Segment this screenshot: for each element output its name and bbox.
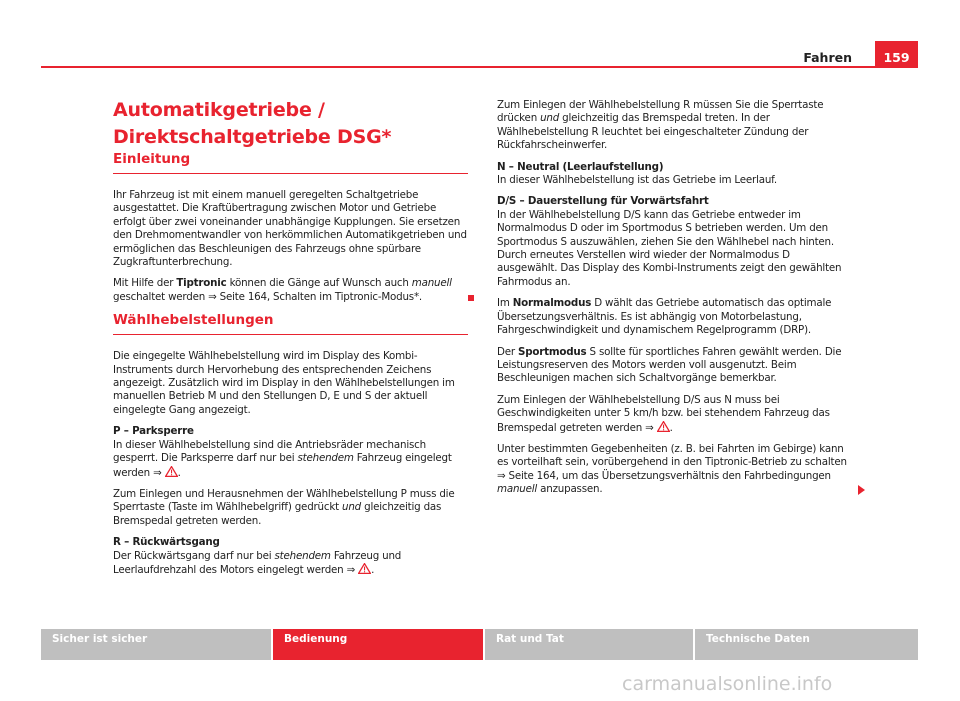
- header-rule: [41, 66, 918, 68]
- paragraph: Ihr Fahrzeug ist mit einem manuell geregelten Schaltgetriebe ausgestattet. Die Kraftübertragung zwischen Motor und Getriebe erfolgt über zwei voneinander unabhängige Kupplungen. Sie ersetzen den Drehmomentwandler von herkömmlichen Automatikgetrieben und ermöglichen das Beschleunigen des Fahrzeugs ohne spürbare Zugkraftunterbrechung.: [113, 189, 467, 269]
- paragraph: Zum Einlegen und Herausnehmen der Wählhebelstellung P muss die Sperrtaste (Taste im Wählhebelgriff) gedrückt und gleichzeitig das Bremspedal getreten werden.: [113, 487, 455, 527]
- paragraph: D/S – Dauerstellung für Vorwärtsfahrt In der Wählhebelstellung D/S kann das Getriebe entweder im Normalmodus D oder im Sportmodus S betrieben werden. Um den Sportmodus S auszuwählen, ziehen Sie den Wählhebel nach hinten. Durch erneutes Verstellen wird wieder der Normalmodus D ausgewählt. Das Display des Kombi-Instruments zeigt den gewählten Fahrmodus an.: [497, 195, 842, 288]
- continue-arrow-icon: [858, 485, 865, 495]
- link-tiptronic[interactable]: geschaltet werden ⇒ Seite 164, Schalten im Tiptronic-Modus*.: [113, 290, 422, 303]
- footer-tab-sicher[interactable]: Sicher ist sicher: [41, 629, 271, 660]
- paragraph: Im Normalmodus D wählt das Getriebe automatisch das optimale Übersetzungsverhältnis. Es ist abhängig von Motorbelastung, Fahrgeschwindigkeit und dynamischem Regelprogramm (DRP).: [497, 297, 832, 337]
- chapter-title: Fahren: [803, 50, 852, 65]
- page-title: Automatikgetriebe / Direktschaltgetriebe DSG*: [113, 99, 392, 148]
- footer-tab-bedienung[interactable]: Bedienung: [273, 629, 483, 660]
- watermark: carmanualsonline.info: [622, 673, 833, 695]
- warning-triangle-icon[interactable]: [165, 466, 178, 477]
- paragraph: R – Rückwärtsgang Der Rückwärtsgang darf nur bei stehendem Fahrzeug und Leerlaufdrehzahl des Motors eingelegt werden ⇒ .: [113, 536, 402, 576]
- footer-tab-technische-daten[interactable]: Technische Daten: [695, 629, 918, 660]
- section-heading-einleitung: Einleitung: [113, 151, 468, 174]
- section-body-waehlhebel: [113, 350, 468, 577]
- page-number: 159: [875, 41, 918, 68]
- section-body-einleitung: [113, 189, 468, 304]
- warning-triangle-icon[interactable]: [358, 563, 371, 574]
- paragraph: Unter bestimmten Gegebenheiten (z. B. bei Fahrten im Gebirge) kann es vorteilhaft sein, vorübergehend in den Tiptronic-Betrieb zu schalten ⇒ Seite 164, um das Übersetzungsverhältnis den Fahrbedingungen manuell anzupassen.: [497, 443, 853, 497]
- left-column: [113, 97, 468, 585]
- end-square-icon: [468, 295, 474, 301]
- paragraph: Mit Hilfe der Tiptronic können die Gänge auf Wunsch auch manuell geschaltet werden ⇒ Seite 164, Schalten im Tiptronic-Modus*.: [113, 277, 468, 304]
- right-column: [497, 99, 853, 505]
- paragraph: Zum Einlegen der Wählhebelstellung D/S aus N muss bei Geschwindigkeiten unter 5 km/h bzw. bei stehendem Fahrzeug das Bremspedal getreten werden ⇒ .: [497, 393, 830, 434]
- paragraph: P – Parksperre In dieser Wählhebelstellung sind die Antriebsräder mechanisch gesperrt. Die Parksperre darf nur bei stehendem Fahrzeug eingelegt werden ⇒ .: [113, 425, 452, 479]
- paragraph: N – Neutral (Leerlaufstellung) In dieser Wählhebelstellung ist das Getriebe im Leerlauf.: [497, 160, 777, 187]
- warning-triangle-icon[interactable]: [657, 421, 670, 432]
- footer-tab-rat-und-tat[interactable]: Rat und Tat: [485, 629, 693, 660]
- paragraph: Der Sportmodus S sollte für sportliches Fahren gewählt werden. Die Leistungsreserven des Motors werden voll ausgenutzt. Beim Beschleunigen machen sich Schaltvorgänge bemerkbar.: [497, 345, 842, 385]
- paragraph: Zum Einlegen der Wählhebelstellung R müssen Sie die Sperrtaste drücken und gleichzeitig das Bremspedal treten. In der Wählhebelstellung R leuchtet bei eingeschalteter Zündung der Rückfahrscheinwerfer.: [497, 99, 824, 152]
- paragraph: Die eingegelte Wählhebelstellung wird im Display des Kombi-Instruments durch Hervorhebung des entsprechenden Zeichens angezeigt. Zusätzlich wird im Display in den Wählhebelstellungen im manuellen Betrieb M und den Stellungen D, E und S der aktuell eingelegte Gang angezeigt.: [113, 350, 455, 416]
- section-heading-waehlhebel: Wählhebelstellungen: [113, 312, 468, 335]
